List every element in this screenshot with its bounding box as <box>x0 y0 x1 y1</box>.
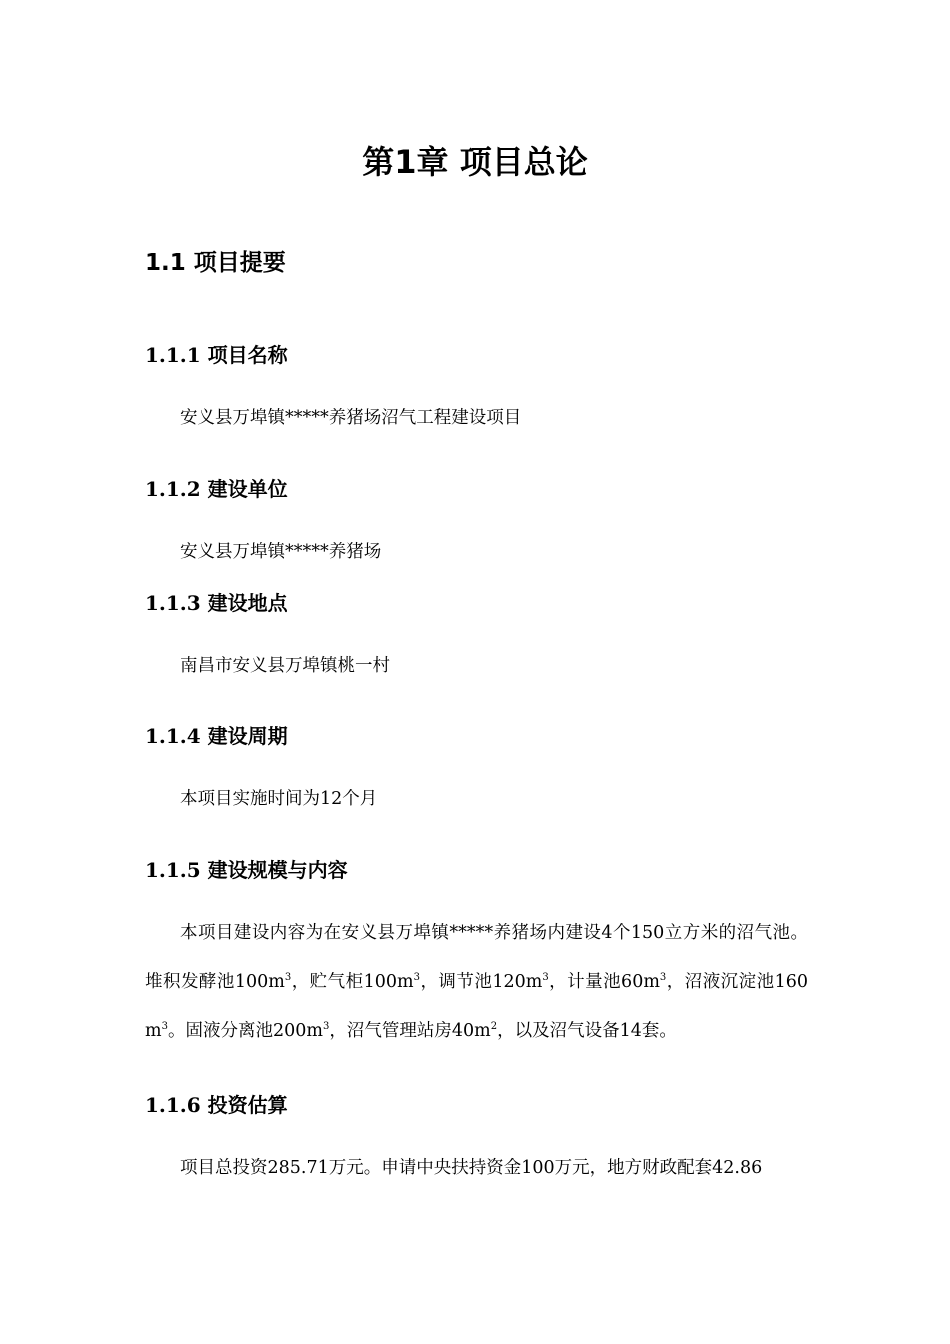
section-title: 1.1 项目提要 <box>145 250 286 276</box>
scale-text-2: ，贮气柜100m <box>291 972 414 992</box>
investment-text: 项目总投资285.71万元。申请中央扶持资金100万元，地方财政配套42.86 <box>180 1158 763 1178</box>
scale-text-5: ，沼液沉淀池160m <box>145 972 808 1041</box>
scale-text-1: 本项目建设内容为在安义县万埠镇*****养猪场内建设4个150立方米的沼气池。堆积发酵池100m <box>145 923 808 992</box>
project-name-text: 安义县万埠镇*****养猪场沼气工程建设项目 <box>180 408 522 428</box>
subsection-title-construction-unit: 1.1.2 建设单位 <box>145 477 288 501</box>
superscript-2: 3 <box>413 972 420 984</box>
subsection-title-construction-period: 1.1.4 建设周期 <box>145 724 288 748</box>
scale-text-6: 。固液分离池200m <box>167 1021 323 1041</box>
superscript-5: 3 <box>161 1021 168 1033</box>
scale-text-4: ，计量池60m <box>548 972 660 992</box>
scale-text-8: ，以及沼气设备14套。 <box>497 1021 677 1041</box>
construction-period-text: 本项目实施时间为12个月 <box>180 789 378 809</box>
superscript-1: 3 <box>284 972 292 984</box>
construction-site-text: 南昌市安义县万埠镇桃一村 <box>180 656 390 676</box>
subsection-title-investment: 1.1.6 投资估算 <box>145 1093 288 1117</box>
scale-text-3: ，调节池120m <box>419 972 543 992</box>
superscript-7: 2 <box>490 1021 498 1033</box>
superscript-6: 3 <box>322 1021 330 1033</box>
scale-content-paragraph <box>145 909 808 1056</box>
construction-unit-text: 安义县万埠镇*****养猪场 <box>180 542 382 562</box>
chapter-title: 第1章 项目总论 <box>362 143 588 181</box>
subsection-title-scale-content: 1.1.5 建设规模与内容 <box>145 858 348 882</box>
superscript-4: 3 <box>659 972 667 984</box>
subsection-title-project-name: 1.1.1 项目名称 <box>145 343 288 367</box>
subsection-title-construction-site: 1.1.3 建设地点 <box>145 591 288 615</box>
scale-text-7: ，沼气管理站房40m <box>329 1021 491 1041</box>
superscript-3: 3 <box>542 972 549 984</box>
